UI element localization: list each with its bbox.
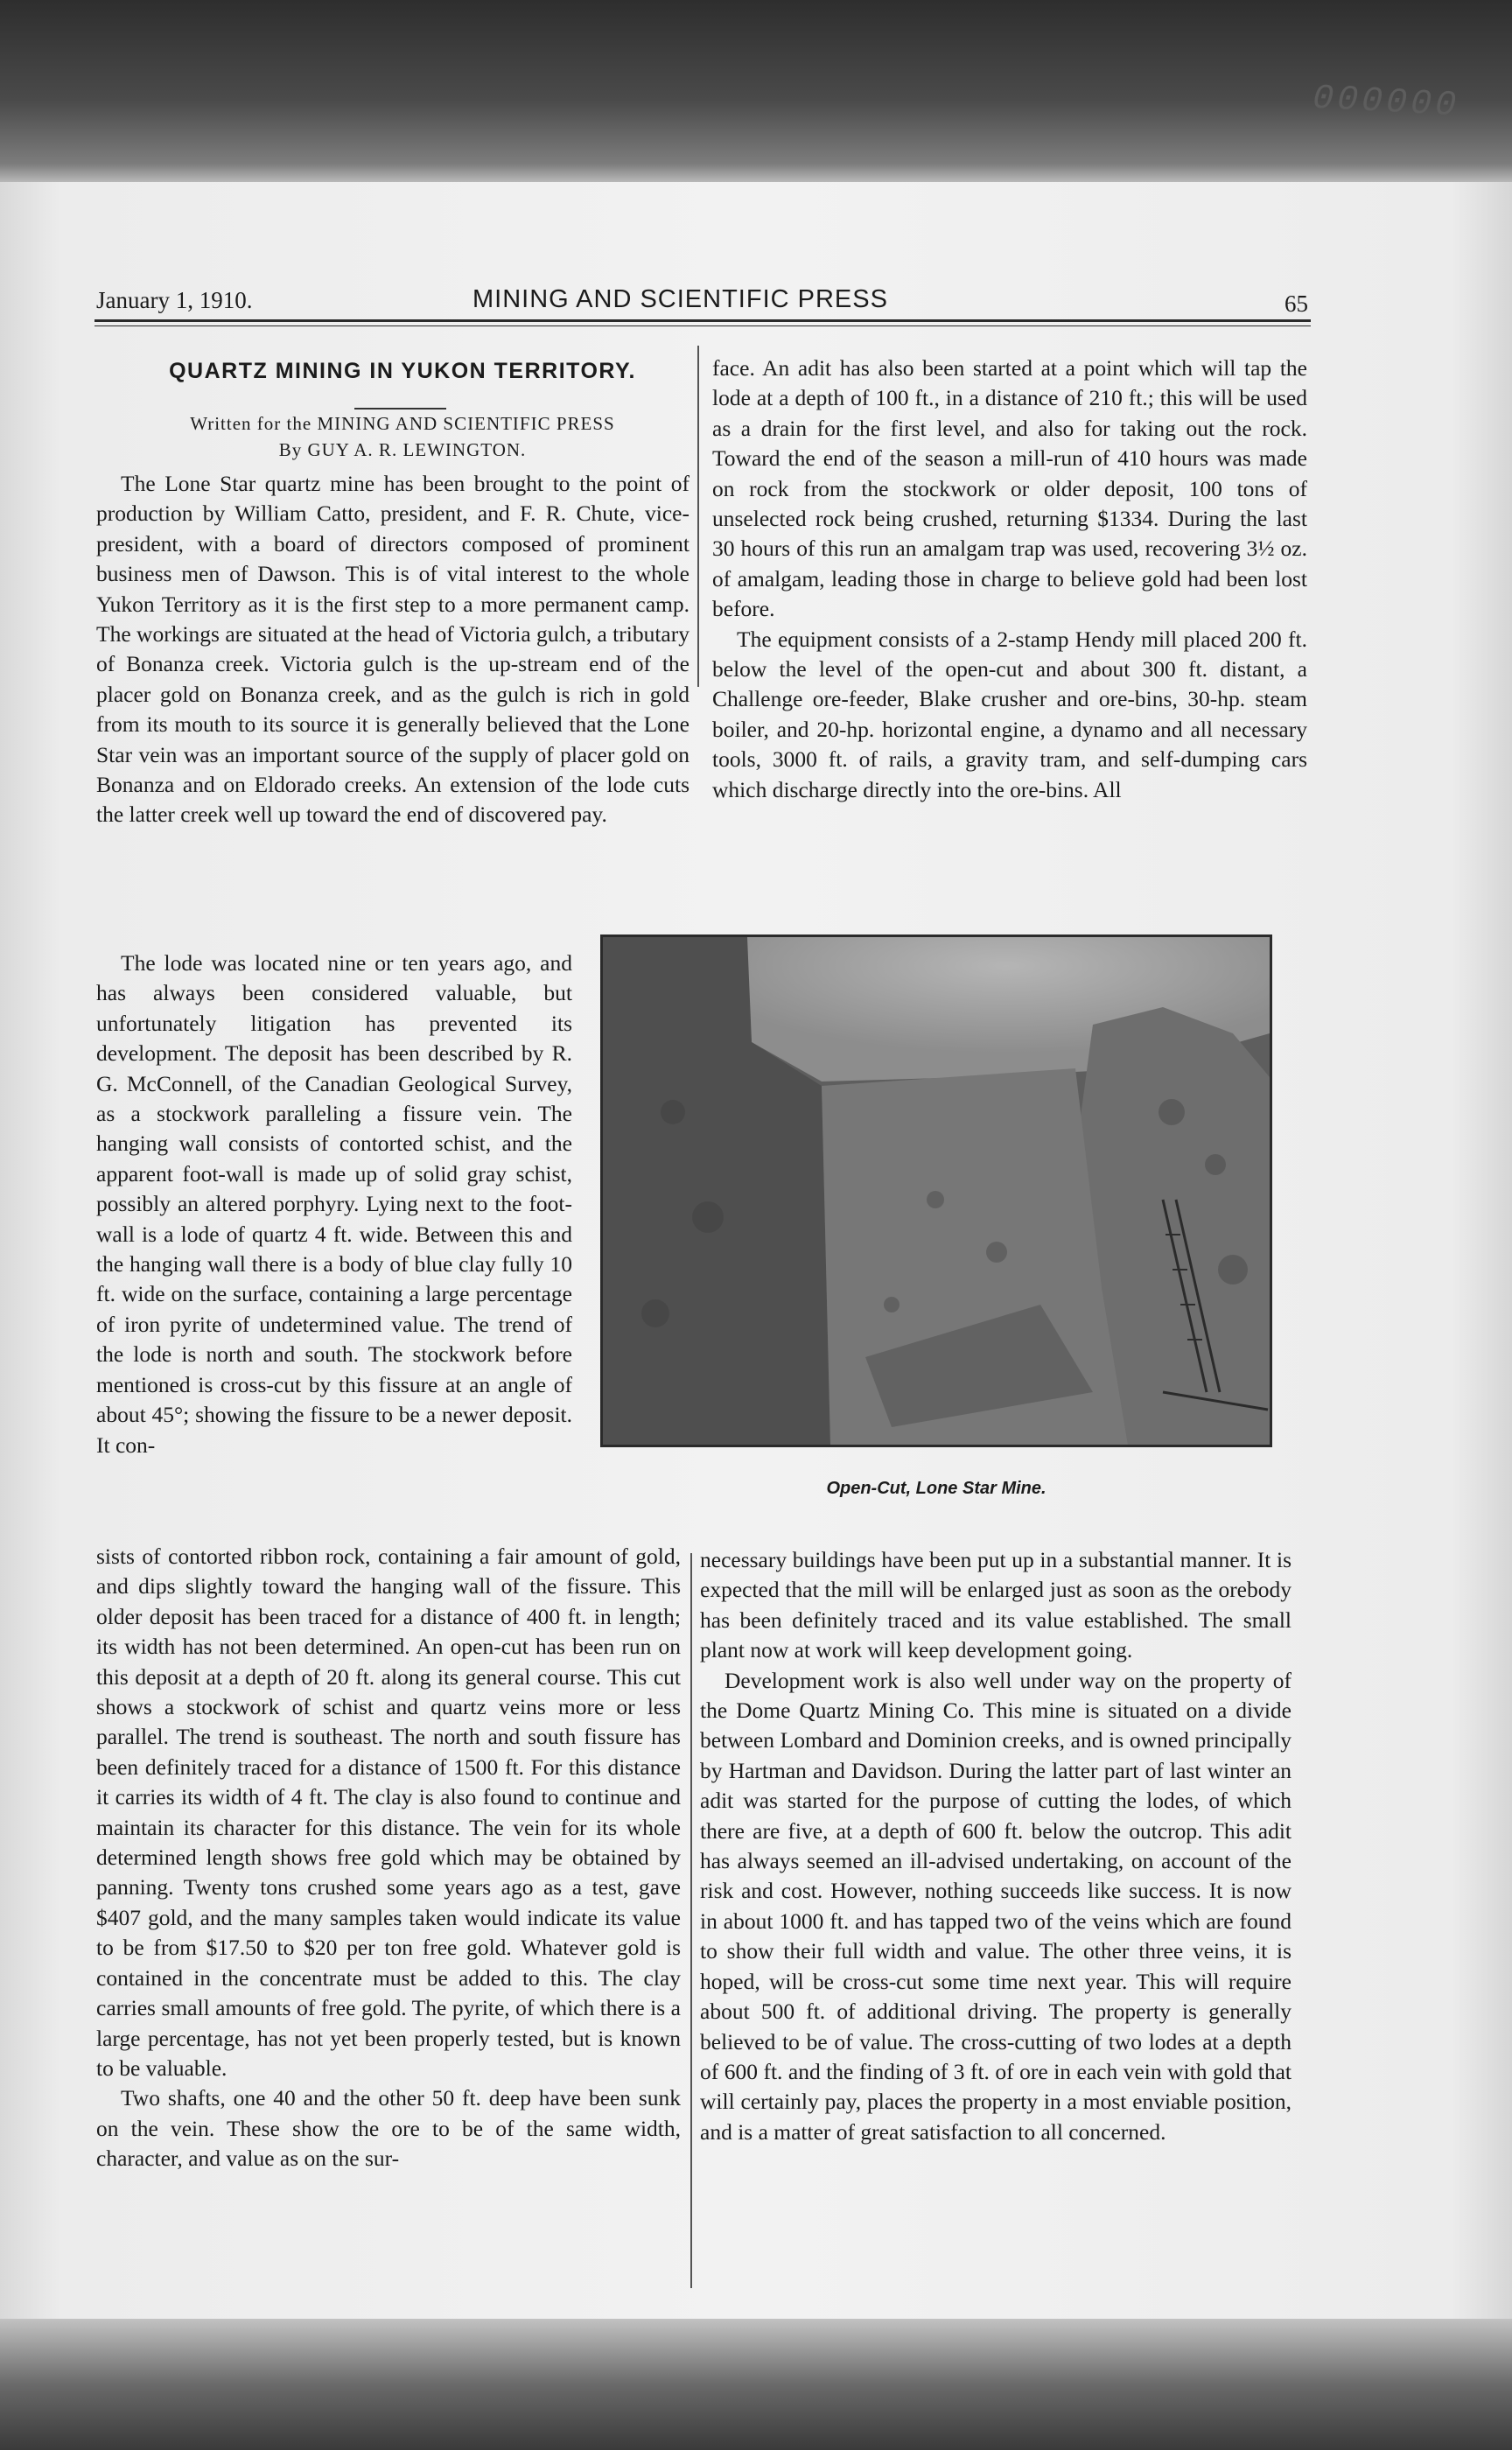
left-column-narrow bbox=[96, 948, 572, 1460]
paragraph: necessary buildings have been put up in a substantial manner. It is expected that the mill will be enlarged just as soon as the orebody has been definitely traced and its value established. The small plant now at work will keep development going. bbox=[700, 1547, 1292, 1663]
page-number: 65 bbox=[1284, 290, 1308, 317]
left-column-top bbox=[96, 469, 690, 830]
paragraph: Development work is also well under way on the property of the Dome Quartz Mining Co. This mine is situated on a divide between Lombard and Dominion creeks, and is owned principally by Hartman and Davidson. During the latter part of last winter an adit was started for the purpose of cutting the lodes, of which there are five, at a depth of 600 ft. below the outcrop. This adit has always seemed an ill-advised undertaking, on account of the risk and cost. However, nothing succeeds like success. It is now in about 1000 ft. and has tapped two of the veins which are found to show their full width and value. The other three veins, it is hoped, will be cross-cut some time next year. This will require about 500 ft. of additional driving. The property is generally believed to be of value. The cross-cutting of two lodes at a depth of 600 ft. and the finding of 3 ft. of ore in each vein with gold that will certainly pay, places the property in a most enviable position, and is a matter of great satisfaction to all concerned. bbox=[700, 1667, 1292, 2145]
paragraph: Two shafts, one 40 and the other 50 ft. deep have been sunk on the vein. These show the ore to be of the same width, character, and value as on the sur- bbox=[96, 2085, 681, 2172]
issue-date: January 1, 1910. bbox=[96, 287, 253, 313]
right-column-top bbox=[712, 354, 1307, 805]
article-title: QUARTZ MINING IN YUKON TERRITORY. bbox=[169, 359, 636, 383]
byline-written-for: Written for the MINING AND SCIENTIFIC PRESS bbox=[190, 413, 615, 434]
paragraph: The lode was located nine or ten years ago, and has always been considered valuable, but unfortunately litigation has prevented its development. The deposit has been described by R. G. McConnell, of the Canadian Geological Survey, as a stockwork paralleling a fissure vein. The hanging wall consists of contorted schist, and the apparent foot-wall is made up of solid gray schist, possibly an altered porphyry. Lying next to the foot-wall is a lode of quartz 4 ft. wide. Between this and the hanging wall there is a body of blue clay fully 10 ft. wide on the surface, containing a large percentage of iron pyrite of undetermined value. The trend of the lode is north and south. The stockwork before mentioned is cross-cut by this fissure at an angle of about 45°; showing the fissure to be a newer deposit. It con- bbox=[96, 950, 572, 1458]
photo-illustration bbox=[603, 937, 1270, 1445]
paragraph: The equipment consists of a 2-stamp Hendy mill placed 200 ft. below the level of the open-cut and about 300 ft. distant, a Challenge ore-feeder, Blake crusher and ore-bins, 30-hp. steam boiler, and 20-hp. horizontal engine, a dynamo and all necessary tools, 3000 ft. of rails, a gravity tram, and self-dumping cars which discharge directly into the ore-bins. All bbox=[712, 626, 1307, 802]
column-divider-bottom bbox=[690, 1553, 692, 2288]
paragraph: face. An adit has also been started at a point which will tap the lode at a depth of 100 ft., in a distance of 210 ft.; this will be used as a drain for the first level, and also for taking out the rock. Toward the end of the season a mill-run of 410 hours was made on rock from the stockwork or older deposit, 100 tons of unselected rock being crushed, returning $1334. During the last 30 hours of this run an amalgam trap was used, recovering 3½ oz. of amalgam, leading those in charge to believe gold had been lost before. bbox=[712, 355, 1307, 622]
paragraph: The Lone Star quartz mine has been brought to the point of production by William Catto, president, and F. R. Chute, vice-president, with a board of directors composed of prominent business men of Dawson. This is of vital interest to the whole Yukon Territory as it is the first step to a more permanent camp. The workings are situated at the head of Victoria gulch, a tributary of Bonanza creek. Victoria gulch is the up-stream end of the placer gold on Bonanza creek, and as the gulch is rich in gold from its mouth to its source it is generally believed that the Lone Star vein was an important source of the supply of placer gold on Bonanza and on Eldorado creeks. An extension of the lode cuts the latter creek well up toward the end of discovered pay. bbox=[96, 471, 690, 828]
archive-stamp: 000000 bbox=[1311, 79, 1461, 127]
scan-shadow-bottom bbox=[0, 2319, 1512, 2450]
publication-title: MINING AND SCIENTIFIC PRESS bbox=[472, 285, 888, 313]
title-divider bbox=[354, 408, 446, 410]
left-column-bottom bbox=[96, 1542, 681, 2174]
open-cut-photograph bbox=[600, 934, 1272, 1447]
header-rule bbox=[94, 319, 1311, 322]
column-divider-top bbox=[697, 346, 699, 687]
byline-author: By GUY A. R. LEWINGTON. bbox=[278, 439, 527, 460]
paragraph: sists of contorted ribbon rock, containing a fair amount of gold, and dips slightly toward the hanging wall of the fissure. This older deposit has been traced for a distance of 400 ft. in length; its width has not been determined. An open-cut has been run on this deposit at a depth of 20 ft. along its general course. This cut shows a stockwork of schist and quartz veins more or less parallel. The trend is southeast. The north and south fissure has been definitely traced for a distance of 1500 ft. For this distance it carries its width of 4 ft. The clay is also found to continue and maintain its character for this distance. The vein for its whole determined length shows free gold which may be obtained by panning. Twenty tons crushed some years ago as a test, gave $407 gold, and the many samples taken would indicate its value to be from $17.50 to $20 per ton free gold. Whatever gold is contained in the concentrate must be added to this. The clay carries small amounts of free gold. The pyrite, of which there is a large percentage, has not yet been properly tested, but is known to be valuable. bbox=[96, 1544, 681, 2081]
photo-caption: Open-Cut, Lone Star Mine. bbox=[826, 1479, 1046, 1498]
right-column-bottom bbox=[700, 1545, 1292, 2147]
scan-shadow-top bbox=[0, 0, 1512, 182]
